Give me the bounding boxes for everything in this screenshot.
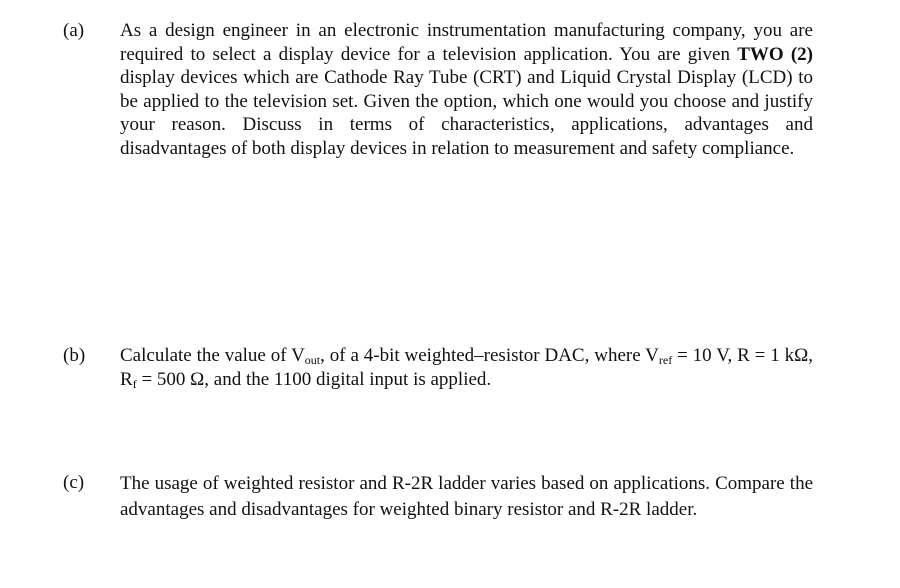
question-a-text <box>120 19 813 161</box>
vout-subscript: out <box>304 353 321 367</box>
question-a-text-rest: display devices which are Cathode Ray Tube (CRT) and Liquid Crystal Display (LCD) to be applied to the television set. Given the option, which one would you choose and justify your reason. Discuss in terms of characteristics, applications, advantages and disadvantages of both display devices in relation to measurement and safety compliance. <box>120 67 813 159</box>
question-b-part-4: = 500 Ω, and the 1100 digital input is applied. <box>136 368 492 390</box>
question-b-part-1: Calculate the value of V <box>120 345 305 366</box>
question-b-part-3: = 10 V, R = 1 kΩ, R <box>120 345 813 390</box>
question-a-emphasis: TWO (2) <box>737 43 814 65</box>
question-b-label: (b) <box>63 345 86 366</box>
question-c-label: (c) <box>63 472 85 493</box>
question-a-label: (a) <box>63 20 85 41</box>
question-b-text <box>120 344 813 391</box>
vref-subscript: ref <box>658 353 673 367</box>
question-c-text: The usage of weighted resistor and R-2R ladder varies based on applications. Compare the advantages and disadvantages for weighted binary resistor and R-2R ladder. <box>120 473 813 520</box>
rf-subscript: f <box>132 376 137 391</box>
question-a-text-intro: As a design engineer in an electronic instrumentation manufacturing company, you are required to select a display device for a television application. You are given <box>120 20 813 65</box>
question-b-part-2: , of a 4-bit weighted–resistor DAC, where V <box>320 345 659 366</box>
